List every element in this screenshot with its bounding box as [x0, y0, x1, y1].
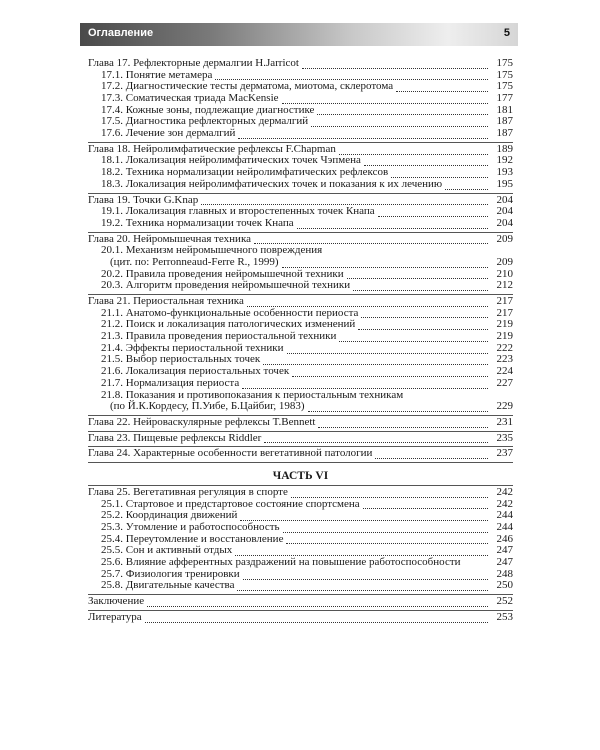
- toc-entry-title: 17.4. Кожные зоны, подлежащие диагностике: [101, 103, 315, 116]
- toc-section-entry[interactable]: [88, 93, 513, 105]
- toc-dot-leader: [254, 235, 488, 244]
- toc-entry-title: 17.5. Диагностика рефлекторных дермалгий: [101, 115, 309, 128]
- toc-page-number: 212: [496, 279, 513, 292]
- toc-group: [88, 486, 513, 595]
- toc-dot-leader: [358, 321, 488, 330]
- toc-section-entry[interactable]: [88, 218, 513, 230]
- toc-section-entry[interactable]: [88, 378, 513, 390]
- toc-page-number: 187: [496, 115, 513, 128]
- toc-group: [88, 595, 513, 611]
- toc-page-number: 192: [496, 154, 513, 167]
- toc-group: [88, 57, 513, 143]
- toc-entry-title: 25.2. Координация движений: [101, 509, 238, 522]
- toc-page-number: 219: [496, 318, 513, 331]
- toc-entry-title: Глава 23. Пищевые рефлексы Riddler: [88, 431, 262, 444]
- toc-page-number: 244: [496, 521, 513, 534]
- toc-dot-leader: [283, 524, 488, 533]
- toc-page-number: 224: [496, 365, 513, 378]
- toc-dot-leader: [240, 512, 488, 521]
- toc-dot-leader: [363, 500, 488, 509]
- toc-entry-title: 17.3. Соматическая триада MacKensie: [101, 92, 279, 105]
- toc-group: [88, 432, 513, 448]
- toc-entry-title: 20.2. Правила проведения нейромышечной техники: [101, 267, 344, 280]
- toc-entry-title: 25.1. Стартовое и предстартовое состояние спортсмена: [101, 497, 360, 510]
- toc-entry-title: 25.7. Физиология тренировки: [101, 567, 240, 580]
- toc-page-number: 244: [496, 509, 513, 522]
- toc-dot-leader: [235, 547, 488, 556]
- toc-entry-title: Глава 24. Характерные особенности вегетативной патологии: [88, 447, 373, 460]
- toc-chapter-entry[interactable]: [88, 596, 513, 608]
- toc-page-number: 219: [496, 330, 513, 343]
- toc-page-number: 177: [496, 92, 513, 105]
- header-page-number: 5: [503, 27, 510, 39]
- toc-page-number: 252: [496, 595, 513, 608]
- toc-entry-title: Глава 21. Периостальная техника: [88, 295, 244, 308]
- toc-dot-leader: [347, 270, 488, 279]
- toc-page-number: 175: [496, 56, 513, 69]
- toc-dot-leader: [375, 450, 488, 459]
- toc-group: [88, 416, 513, 432]
- toc-page-number: 175: [496, 68, 513, 81]
- toc-chapter-entry[interactable]: [88, 487, 513, 499]
- toc-page-number: 204: [496, 205, 513, 218]
- toc-section-entry[interactable]: [88, 401, 513, 413]
- toc-dot-leader: [391, 169, 488, 178]
- toc-page-number: 209: [496, 255, 513, 268]
- toc-part-5-section: [88, 57, 513, 463]
- toc-entry-title: Глава 20. Нейромышечная техника: [88, 232, 252, 245]
- toc-dot-leader: [243, 571, 488, 580]
- toc-section-entry[interactable]: [88, 257, 513, 269]
- toc-dot-leader: [201, 196, 488, 205]
- toc-entry-title: 19.1. Локализация главных и второстепенных точек Кнапа: [101, 205, 375, 218]
- toc-page-number: 250: [496, 579, 513, 592]
- toc-dot-leader: [361, 309, 488, 318]
- toc-chapter-entry[interactable]: [88, 448, 513, 460]
- toc-page-number: 204: [496, 216, 513, 229]
- toc-entry-title: 21.4. Эффекты периостальной техники: [101, 341, 284, 354]
- toc-entry-title: Глава 25. Вегетативная регуляция в спорте: [88, 485, 288, 498]
- toc-dot-leader: [353, 282, 488, 291]
- toc-entry-title: (по Й.К.Кордесу, П.Уибе, Б.Цайбиг, 1983): [110, 400, 305, 413]
- toc-page-number: 242: [496, 485, 513, 498]
- toc-page-number: 217: [496, 295, 513, 308]
- toc-entry-title: 21.1. Анатомо-функциональные особенности периоста: [101, 306, 359, 319]
- toc-page-number: 229: [496, 400, 513, 413]
- toc-entry-title: 25.5. Сон и активный отдых: [101, 544, 233, 557]
- toc-part-6-section: [88, 486, 513, 626]
- toc-section-entry[interactable]: [88, 128, 513, 140]
- toc-dot-leader: [282, 259, 488, 268]
- toc-entry-title: 25.8. Двигательные качества: [101, 579, 235, 592]
- toc-entry-title: 17.6. Лечение зон дермалгий: [101, 127, 236, 140]
- toc-entry-title: Глава 18. Нейролимфатические рефлексы F.Chapman: [88, 142, 336, 155]
- toc-page-number: 204: [496, 193, 513, 206]
- toc-dot-leader: [318, 419, 488, 428]
- toc-entry-title: 17.1. Понятие метамера: [101, 68, 213, 81]
- toc-group: [88, 233, 513, 295]
- toc-page-number: 193: [496, 166, 513, 179]
- toc-group: [88, 611, 513, 626]
- toc-dot-leader: [445, 181, 488, 190]
- toc-entry-title: Глава 17. Рефлекторные дермалгии H.Jarricot: [88, 56, 299, 69]
- toc-page-number: 181: [496, 103, 513, 116]
- toc-entry-title: 18.2. Техника нормализации нейролимфатических рефлексов: [101, 166, 389, 179]
- toc-entry-title: 20.3. Алгоритм проведения нейромышечной техники: [101, 279, 351, 292]
- toc-dot-leader: [282, 95, 488, 104]
- toc-dot-leader: [317, 106, 488, 115]
- toc-group: [88, 447, 513, 463]
- toc-dot-leader: [264, 434, 488, 443]
- toc-page-number: 187: [496, 127, 513, 140]
- toc-chapter-entry[interactable]: [88, 296, 513, 308]
- toc-dot-leader: [242, 380, 488, 389]
- toc-dot-leader: [286, 535, 488, 544]
- header-title: Оглавление: [88, 27, 154, 39]
- toc-entry-title: Заключение: [88, 595, 145, 608]
- toc-dot-leader: [339, 146, 488, 155]
- toc-page-number: 248: [496, 567, 513, 580]
- page-header: [80, 23, 518, 46]
- toc-dot-leader: [364, 157, 488, 166]
- toc-entry-title: 25.4. Переутомление и восстановление: [101, 532, 284, 545]
- toc-section-entry[interactable]: [88, 581, 513, 593]
- toc-chapter-entry[interactable]: [88, 417, 513, 429]
- toc-entry-title: 21.6. Локализация периостальных точек: [101, 365, 290, 378]
- toc-page-number: 231: [496, 415, 513, 428]
- toc-dot-leader: [247, 298, 488, 307]
- toc-dot-leader: [297, 220, 488, 229]
- toc-page-number: 209: [496, 232, 513, 245]
- toc-entry-title: Литература: [88, 610, 142, 623]
- toc-entry-title: (цит. по: Perronneaud-Ferre R., 1999): [110, 255, 279, 268]
- toc-dot-leader: [287, 345, 488, 354]
- toc-page-number: 189: [496, 142, 513, 155]
- toc-page-number: 253: [496, 610, 513, 623]
- toc-page-number: 242: [496, 497, 513, 510]
- toc-dot-leader: [215, 71, 488, 80]
- toc-section-entry[interactable]: [88, 522, 513, 534]
- toc-section-entry[interactable]: [88, 179, 513, 191]
- toc-dot-leader: [237, 582, 488, 591]
- toc-entry-title: 18.1. Локализация нейролимфатических точек Чэпмена: [101, 154, 361, 167]
- toc-page-number: 223: [496, 353, 513, 366]
- toc-dot-leader: [147, 598, 488, 607]
- toc-entry-title: 21.8. Показания и противопоказания к периостальным техникам: [101, 388, 404, 401]
- toc-page-number: 222: [496, 341, 513, 354]
- toc-chapter-entry[interactable]: [88, 58, 513, 70]
- toc-entry-title: 21.5. Выбор периостальных точек: [101, 353, 261, 366]
- toc-dot-leader: [339, 333, 488, 342]
- toc-entry-title: 20.1. Механизм нейромышечного повреждения: [101, 244, 323, 257]
- table-of-contents: [88, 57, 513, 626]
- toc-dot-leader: [311, 118, 488, 127]
- toc-entry-title: Глава 19. Точки G.Knap: [88, 193, 199, 206]
- toc-entry-title: 25.3. Утомление и работоспособность: [101, 521, 280, 534]
- toc-dot-leader: [291, 489, 488, 498]
- toc-page-number: 227: [496, 376, 513, 389]
- toc-dot-leader: [238, 130, 488, 139]
- toc-chapter-entry[interactable]: [88, 433, 513, 445]
- part-title: ЧАСТЬ VI: [88, 463, 513, 486]
- toc-entry-title: 17.2. Диагностические тесты дерматома, миотома, склеротома: [101, 80, 394, 93]
- toc-page-number: 235: [496, 431, 513, 444]
- toc-dot-leader: [263, 356, 488, 365]
- toc-entry-title: 18.3. Локализация нейролимфатических точек и показания к их лечению: [101, 177, 443, 190]
- toc-entry-title: 21.2. Поиск и локализация патологических изменений: [101, 318, 356, 331]
- toc-section-entry[interactable]: [88, 280, 513, 292]
- toc-page-number: 210: [496, 267, 513, 280]
- toc-dot-leader: [396, 83, 488, 92]
- toc-page-number: 175: [496, 80, 513, 93]
- toc-chapter-entry[interactable]: [88, 612, 513, 624]
- toc-page-number: 217: [496, 306, 513, 319]
- toc-entry-title: 21.7. Нормализация периоста: [101, 376, 240, 389]
- toc-dot-leader: [302, 60, 488, 69]
- toc-page-number: 237: [496, 447, 513, 460]
- toc-page-number: 247: [496, 556, 513, 569]
- toc-page-number: 247: [496, 544, 513, 557]
- toc-group: [88, 143, 513, 194]
- toc-group: [88, 295, 513, 416]
- toc-entry-title: 21.3. Правила проведения периостальной техники: [101, 330, 337, 343]
- toc-group: [88, 194, 513, 233]
- toc-page-number: 195: [496, 177, 513, 190]
- toc-dot-leader: [145, 614, 488, 623]
- toc-dot-leader: [292, 368, 488, 377]
- toc-entry-title: 19.2. Техника нормализации точек Кнапа: [101, 216, 294, 229]
- toc-dot-leader: [308, 403, 488, 412]
- toc-entry-title: 25.6. Влияние афферентных раздражений на повышение работоспособности: [101, 556, 461, 569]
- toc-page-number: 246: [496, 532, 513, 545]
- toc-entry-title: Глава 22. Нейроваскулярные рефлексы T.Bennett: [88, 415, 316, 428]
- toc-dot-leader: [378, 208, 488, 217]
